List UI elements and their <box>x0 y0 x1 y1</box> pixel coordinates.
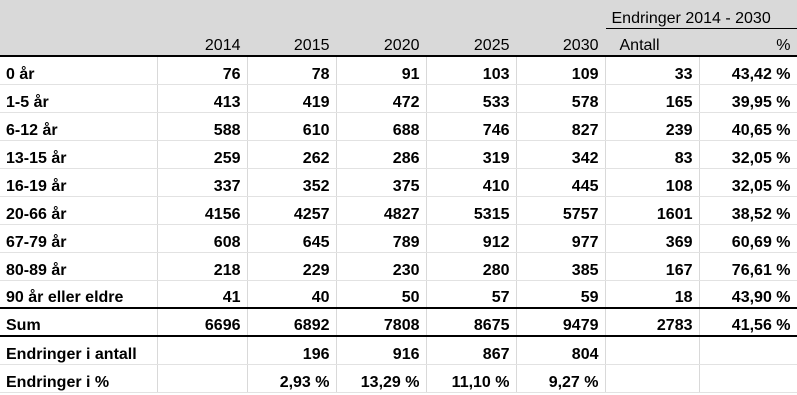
cell-value: 610 <box>247 112 336 140</box>
table-row <box>0 280 797 308</box>
cell-antall: 108 <box>605 168 699 196</box>
cell-value: 9,27 % <box>516 364 605 392</box>
header-row-years <box>0 28 797 56</box>
cell-value: 13,29 % <box>336 364 426 392</box>
endringer-antall-row <box>0 336 797 364</box>
sum-value: 6696 <box>157 308 247 336</box>
cell-antall: 83 <box>605 140 699 168</box>
cell-empty <box>605 364 699 392</box>
cell-value: 746 <box>426 112 516 140</box>
header-corner <box>0 0 157 28</box>
cell-value: 41 <box>157 280 247 308</box>
year-header: 2015 <box>247 28 336 56</box>
cell-value: 827 <box>516 112 605 140</box>
antall-header: Antall <box>605 28 699 56</box>
year-header: 2025 <box>426 28 516 56</box>
table-row <box>0 252 797 280</box>
cell-value: 280 <box>426 252 516 280</box>
cell-pct: 43,90 % <box>699 280 797 308</box>
cell-antall: 18 <box>605 280 699 308</box>
header-blank <box>516 0 605 28</box>
cell-value: 578 <box>516 84 605 112</box>
cell-value: 419 <box>247 84 336 112</box>
row-label: 90 år eller eldre <box>0 280 157 308</box>
cell-empty <box>605 336 699 364</box>
cell-value: 40 <box>247 280 336 308</box>
year-header: 2030 <box>516 28 605 56</box>
cell-value: 688 <box>336 112 426 140</box>
cell-value: 5315 <box>426 196 516 224</box>
table-row <box>0 168 797 196</box>
header-row-group <box>0 0 797 28</box>
cell-value: 5757 <box>516 196 605 224</box>
cell-pct: 32,05 % <box>699 168 797 196</box>
row-label: 13-15 år <box>0 140 157 168</box>
cell-value: 867 <box>426 336 516 364</box>
table-row <box>0 224 797 252</box>
cell-pct: 39,95 % <box>699 84 797 112</box>
cell-value: 57 <box>426 280 516 308</box>
sum-row <box>0 308 797 336</box>
cell-value: 230 <box>336 252 426 280</box>
cell-value: 259 <box>157 140 247 168</box>
cell-value: 229 <box>247 252 336 280</box>
cell-empty <box>699 364 797 392</box>
header-blank <box>336 0 426 28</box>
cell-value: 916 <box>336 336 426 364</box>
cell-value: 103 <box>426 56 516 84</box>
sum-label: Sum <box>0 308 157 336</box>
sum-pct: 41,56 % <box>699 308 797 336</box>
year-header: 2014 <box>157 28 247 56</box>
cell-pct: 43,42 % <box>699 56 797 84</box>
cell-value: 2,93 % <box>247 364 336 392</box>
cell-value: 337 <box>157 168 247 196</box>
cell-value: 789 <box>336 224 426 252</box>
table-row <box>0 84 797 112</box>
row-label: 6-12 år <box>0 112 157 140</box>
table-row <box>0 112 797 140</box>
header-blank <box>426 0 516 28</box>
cell-antall: 33 <box>605 56 699 84</box>
group-header-endringer: Endringer 2014 - 2030 <box>605 0 797 28</box>
pct-header: % <box>699 28 797 56</box>
cell-empty <box>699 336 797 364</box>
sum-value: 6892 <box>247 308 336 336</box>
cell-value <box>157 364 247 392</box>
cell-antall: 369 <box>605 224 699 252</box>
cell-value: 533 <box>426 84 516 112</box>
endringer-pct-row <box>0 364 797 392</box>
cell-value: 4156 <box>157 196 247 224</box>
header-label-blank <box>0 28 157 56</box>
sum-value: 7808 <box>336 308 426 336</box>
cell-value: 319 <box>426 140 516 168</box>
cell-pct: 40,65 % <box>699 112 797 140</box>
row-label: 1-5 år <box>0 84 157 112</box>
row-label: Endringer i antall <box>0 336 157 364</box>
table-row <box>0 56 797 84</box>
sum-antall: 2783 <box>605 308 699 336</box>
cell-value: 413 <box>157 84 247 112</box>
cell-pct: 76,61 % <box>699 252 797 280</box>
sum-value: 9479 <box>516 308 605 336</box>
cell-pct: 32,05 % <box>699 140 797 168</box>
row-label: 67-79 år <box>0 224 157 252</box>
header-blank <box>157 0 247 28</box>
cell-antall: 167 <box>605 252 699 280</box>
cell-value: 78 <box>247 56 336 84</box>
cell-value: 912 <box>426 224 516 252</box>
row-label: 80-89 år <box>0 252 157 280</box>
cell-value: 588 <box>157 112 247 140</box>
sum-value: 8675 <box>426 308 516 336</box>
row-label: 0 år <box>0 56 157 84</box>
row-label: 20-66 år <box>0 196 157 224</box>
cell-value: 4827 <box>336 196 426 224</box>
cell-value: 11,10 % <box>426 364 516 392</box>
cell-pct: 60,69 % <box>699 224 797 252</box>
cell-value: 109 <box>516 56 605 84</box>
cell-antall: 165 <box>605 84 699 112</box>
cell-value: 196 <box>247 336 336 364</box>
cell-value: 262 <box>247 140 336 168</box>
cell-value: 59 <box>516 280 605 308</box>
cell-value: 445 <box>516 168 605 196</box>
cell-value: 804 <box>516 336 605 364</box>
cell-value: 50 <box>336 280 426 308</box>
cell-value: 218 <box>157 252 247 280</box>
cell-value: 286 <box>336 140 426 168</box>
cell-value: 977 <box>516 224 605 252</box>
cell-value: 4257 <box>247 196 336 224</box>
cell-value: 608 <box>157 224 247 252</box>
cell-value: 352 <box>247 168 336 196</box>
cell-value <box>157 336 247 364</box>
header-blank <box>247 0 336 28</box>
row-label: 16-19 år <box>0 168 157 196</box>
cell-value: 76 <box>157 56 247 84</box>
cell-antall: 239 <box>605 112 699 140</box>
year-header: 2020 <box>336 28 426 56</box>
cell-value: 645 <box>247 224 336 252</box>
cell-value: 375 <box>336 168 426 196</box>
cell-value: 472 <box>336 84 426 112</box>
row-label: Endringer i % <box>0 364 157 392</box>
cell-value: 91 <box>336 56 426 84</box>
cell-value: 342 <box>516 140 605 168</box>
cell-value: 385 <box>516 252 605 280</box>
cell-antall: 1601 <box>605 196 699 224</box>
table-row <box>0 140 797 168</box>
cell-value: 410 <box>426 168 516 196</box>
table-row <box>0 196 797 224</box>
cell-pct: 38,52 % <box>699 196 797 224</box>
